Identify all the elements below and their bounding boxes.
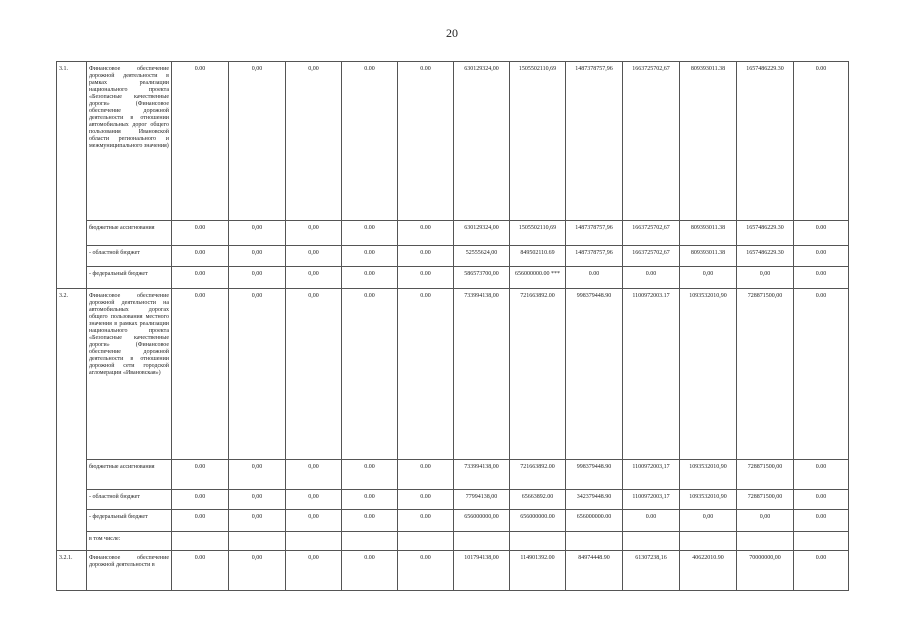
value-cell: 0,00 xyxy=(286,288,342,459)
value-cell: 0,00 xyxy=(286,221,342,246)
value-cell: 0.00 xyxy=(342,510,398,532)
row-code xyxy=(57,490,87,510)
value-cell: 0,00 xyxy=(737,266,794,288)
value-cell: 0,00 xyxy=(286,266,342,288)
value-cell: 0,00 xyxy=(286,510,342,532)
value-cell: 656000000.00 xyxy=(510,510,566,532)
value-cell: 728871500,00 xyxy=(737,459,794,489)
value-cell: 586573700,00 xyxy=(454,266,510,288)
value-cell: 728871500,00 xyxy=(737,490,794,510)
row-code xyxy=(57,221,87,246)
value-cell: 0.00 xyxy=(398,490,454,510)
table-row xyxy=(57,459,849,489)
value-cell: 0.00 xyxy=(172,246,229,266)
table-row xyxy=(57,246,849,266)
value-cell: 0.00 xyxy=(794,550,849,590)
table-row xyxy=(57,490,849,510)
budget-table-body xyxy=(57,62,849,591)
page-number: 20 xyxy=(446,26,458,40)
value-cell: 0.00 xyxy=(172,62,229,221)
row-description: - областной бюджет xyxy=(87,490,172,510)
value-cell: 0,00 xyxy=(229,221,286,246)
value-cell: 0.00 xyxy=(794,490,849,510)
value-cell: 721663892.00 xyxy=(510,288,566,459)
value-cell: 728871500,00 xyxy=(737,288,794,459)
value-cell: 1093532010,90 xyxy=(680,288,737,459)
value-cell: 0.00 xyxy=(623,266,680,288)
table-row xyxy=(57,62,849,221)
row-code: 3.2.1. xyxy=(57,550,87,590)
value-cell: 0.00 xyxy=(794,266,849,288)
value-cell: 1657486229.30 xyxy=(737,246,794,266)
value-cell: 0.00 xyxy=(794,246,849,266)
value-cell: 0.00 xyxy=(794,459,849,489)
row-description: Финансовое обеспечение дорожной деятельности в xyxy=(87,550,172,590)
value-cell xyxy=(680,532,737,550)
value-cell: 1505502110,69 xyxy=(510,62,566,221)
value-cell: 0.00 xyxy=(172,459,229,489)
value-cell: 1487378757,96 xyxy=(566,246,623,266)
value-cell: 0.00 xyxy=(342,221,398,246)
value-cell: 1663725702,67 xyxy=(623,221,680,246)
value-cell: 0.00 xyxy=(172,550,229,590)
value-cell: 0.00 xyxy=(342,459,398,489)
row-description: бюджетные ассигнования xyxy=(87,459,172,489)
value-cell: 0,00 xyxy=(737,510,794,532)
value-cell: 0.00 xyxy=(794,510,849,532)
row-code xyxy=(57,532,87,550)
value-cell: 1663725702,67 xyxy=(623,62,680,221)
table-row xyxy=(57,266,849,288)
value-cell: 0,00 xyxy=(229,510,286,532)
value-cell: 61307238,16 xyxy=(623,550,680,590)
value-cell: 630129324,00 xyxy=(454,221,510,246)
value-cell: 0,00 xyxy=(286,62,342,221)
value-cell: 342379448.90 xyxy=(566,490,623,510)
value-cell: 733994138,00 xyxy=(454,288,510,459)
value-cell: 40622010.90 xyxy=(680,550,737,590)
value-cell xyxy=(623,532,680,550)
value-cell xyxy=(510,532,566,550)
value-cell xyxy=(342,532,398,550)
row-description: бюджетные ассигнования xyxy=(87,221,172,246)
value-cell: 0.00 xyxy=(342,62,398,221)
row-code xyxy=(57,266,87,288)
value-cell: 809393011.38 xyxy=(680,221,737,246)
value-cell: 0.00 xyxy=(398,550,454,590)
row-description: - федеральный бюджет xyxy=(87,510,172,532)
value-cell: 0.00 xyxy=(398,459,454,489)
value-cell: 65663892.00 xyxy=(510,490,566,510)
value-cell: 0.00 xyxy=(398,510,454,532)
value-cell xyxy=(566,532,623,550)
value-cell: 0.00 xyxy=(342,550,398,590)
value-cell: 84974448.90 xyxy=(566,550,623,590)
row-description: Финансовое обеспечение дорожной деятельности в рамках реализации национального проекта «Безопасные качественные дороги» (Финансовое обеспечение дорожной деятельности в отношении автомобильных дорог общего пользования Ивановской области регионального и межмуниципального значения) xyxy=(87,62,172,221)
value-cell: 1657486229.30 xyxy=(737,62,794,221)
value-cell: 0.00 xyxy=(398,266,454,288)
value-cell: 0,00 xyxy=(680,510,737,532)
row-description: - федеральный бюджет xyxy=(87,266,172,288)
value-cell: 0,00 xyxy=(229,62,286,221)
value-cell: 0.00 xyxy=(566,266,623,288)
value-cell: 70000000,00 xyxy=(737,550,794,590)
value-cell: 0.00 xyxy=(342,490,398,510)
row-code: 3.2. xyxy=(57,288,87,459)
value-cell: 1100972003,17 xyxy=(623,459,680,489)
value-cell: 656000000.00 xyxy=(566,510,623,532)
value-cell: 0.00 xyxy=(172,510,229,532)
value-cell: 809393011.38 xyxy=(680,62,737,221)
table-row xyxy=(57,221,849,246)
value-cell: 1100972003,17 xyxy=(623,490,680,510)
value-cell: 52555624,00 xyxy=(454,246,510,266)
value-cell: 0,00 xyxy=(229,459,286,489)
budget-table xyxy=(56,61,849,591)
table-row xyxy=(57,532,849,550)
value-cell: 0,00 xyxy=(286,246,342,266)
value-cell: 0.00 xyxy=(794,221,849,246)
value-cell xyxy=(737,532,794,550)
value-cell: 0.00 xyxy=(623,510,680,532)
value-cell: 733994138,00 xyxy=(454,459,510,489)
value-cell: 0.00 xyxy=(794,288,849,459)
value-cell: 0.00 xyxy=(398,288,454,459)
value-cell: 0.00 xyxy=(342,266,398,288)
row-code: 3.1. xyxy=(57,62,87,221)
value-cell: 0.00 xyxy=(172,288,229,459)
value-cell: 721663892.00 xyxy=(510,459,566,489)
value-cell xyxy=(794,532,849,550)
value-cell: 0.00 xyxy=(398,62,454,221)
row-description: - областной бюджет xyxy=(87,246,172,266)
value-cell: 656000000.00 *** xyxy=(510,266,566,288)
value-cell xyxy=(398,532,454,550)
table-row xyxy=(57,288,849,459)
value-cell: 0,00 xyxy=(286,459,342,489)
value-cell: 849502110.69 xyxy=(510,246,566,266)
value-cell: 0.00 xyxy=(794,62,849,221)
table-row xyxy=(57,550,849,590)
value-cell: 0.00 xyxy=(342,246,398,266)
value-cell: 656000000,00 xyxy=(454,510,510,532)
value-cell: 0.00 xyxy=(398,246,454,266)
row-code xyxy=(57,459,87,489)
value-cell: 0.00 xyxy=(172,221,229,246)
value-cell: 1663725702,67 xyxy=(623,246,680,266)
value-cell: 998379448.90 xyxy=(566,288,623,459)
value-cell: 809393011.38 xyxy=(680,246,737,266)
value-cell: 1100972003.17 xyxy=(623,288,680,459)
value-cell: 0,00 xyxy=(229,266,286,288)
value-cell: 1093532010,90 xyxy=(680,490,737,510)
value-cell: 1093532010,90 xyxy=(680,459,737,489)
value-cell: 0.00 xyxy=(342,288,398,459)
row-description: в том числе: xyxy=(87,532,172,550)
value-cell xyxy=(172,532,229,550)
row-description: Финансовое обеспечение дорожной деятельности на автомобильных дорогах общего пользования местного значения в рамках реализации национального проекта «Безопасные качественные дороги» (Финансовое обеспечение дорожной деятельности в отношении дорожной сети городской агломерации «Ивановская») xyxy=(87,288,172,459)
value-cell: 0.00 xyxy=(172,490,229,510)
value-cell xyxy=(286,532,342,550)
value-cell: 114901392.00 xyxy=(510,550,566,590)
value-cell: 1487378757,96 xyxy=(566,62,623,221)
table-row xyxy=(57,510,849,532)
value-cell: 0,00 xyxy=(286,550,342,590)
value-cell: 1657486229.30 xyxy=(737,221,794,246)
value-cell: 101794138,00 xyxy=(454,550,510,590)
value-cell: 77994138,00 xyxy=(454,490,510,510)
value-cell: 0,00 xyxy=(680,266,737,288)
value-cell xyxy=(454,532,510,550)
value-cell: 0,00 xyxy=(229,550,286,590)
value-cell: 0,00 xyxy=(229,246,286,266)
value-cell xyxy=(229,532,286,550)
row-code xyxy=(57,510,87,532)
value-cell: 0,00 xyxy=(229,490,286,510)
row-code xyxy=(57,246,87,266)
value-cell: 998379448.90 xyxy=(566,459,623,489)
value-cell: 0.00 xyxy=(172,266,229,288)
value-cell: 0,00 xyxy=(286,490,342,510)
value-cell: 0,00 xyxy=(229,288,286,459)
value-cell: 1505502110,69 xyxy=(510,221,566,246)
value-cell: 630129324,00 xyxy=(454,62,510,221)
value-cell: 0.00 xyxy=(398,221,454,246)
value-cell: 1487378757,96 xyxy=(566,221,623,246)
